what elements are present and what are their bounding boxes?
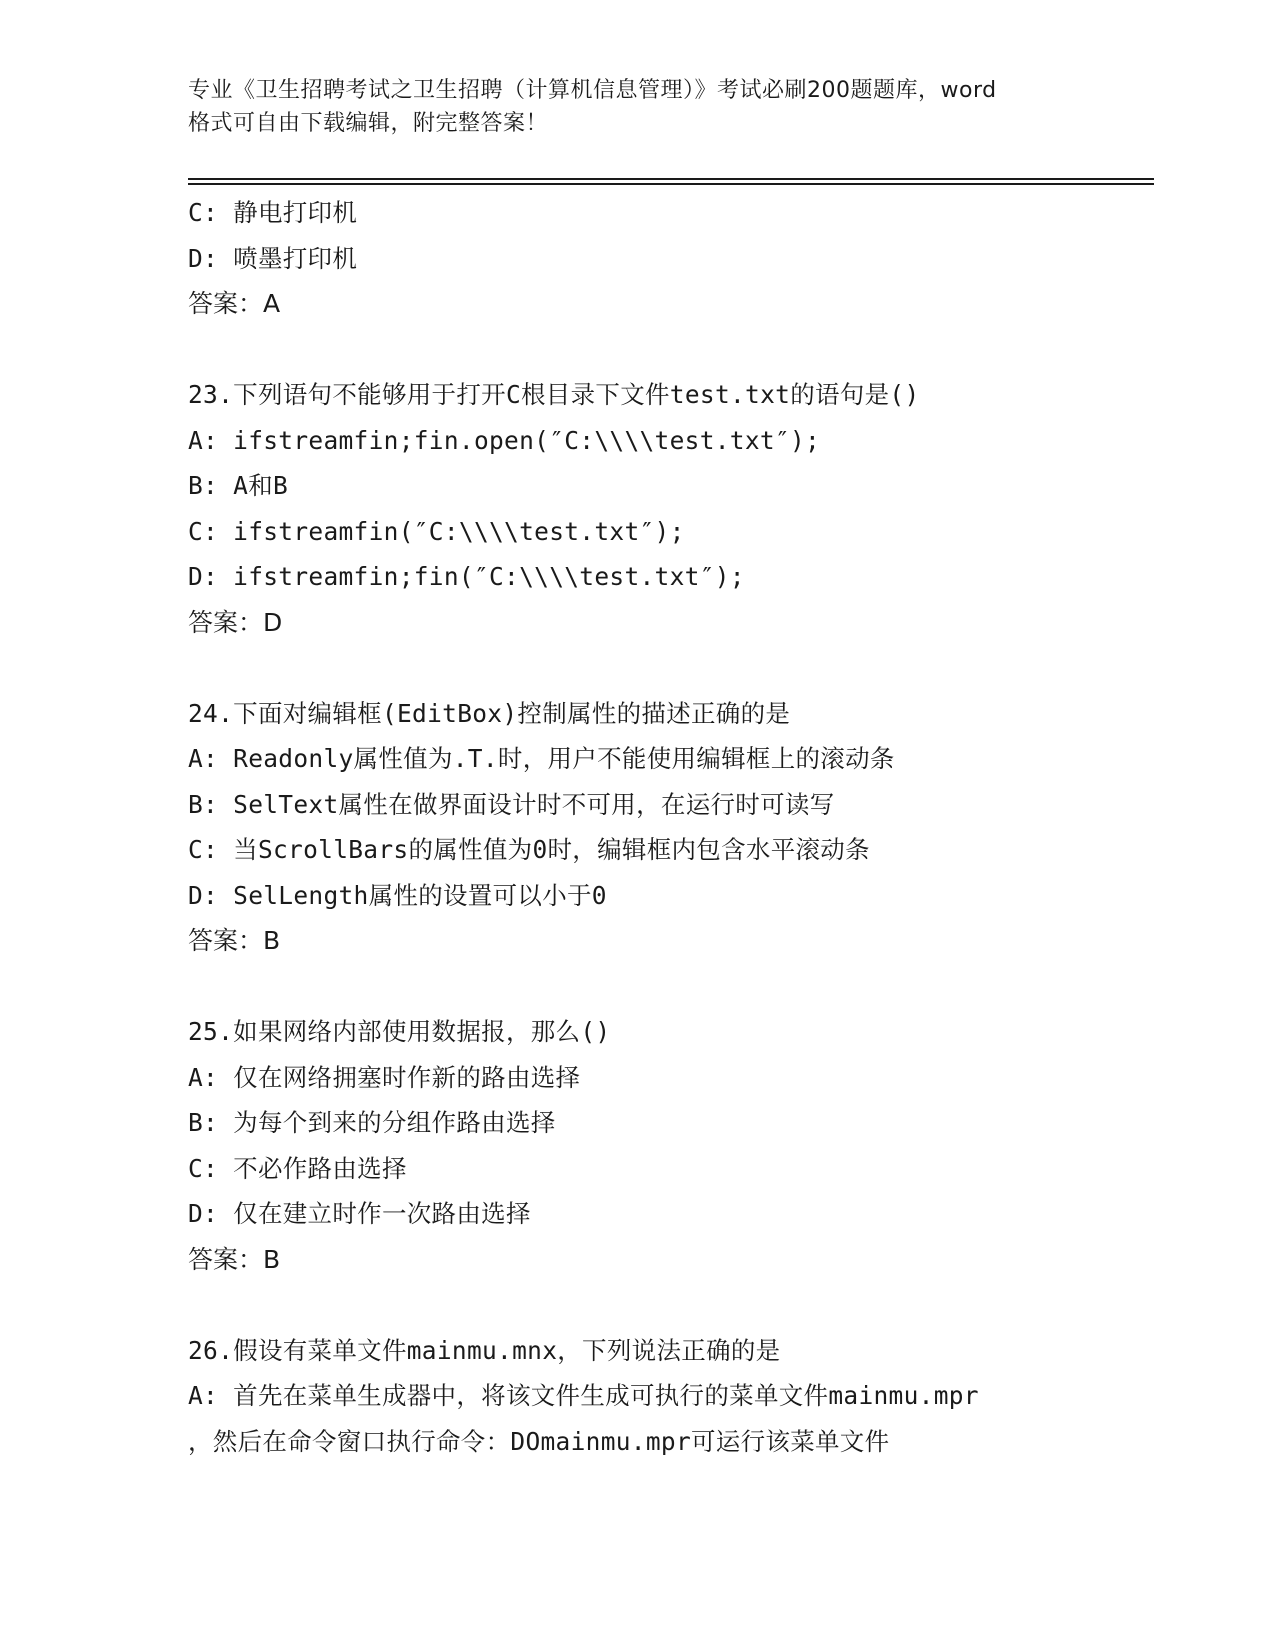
question-24-option-a: A: Readonly属性值为.T.时，用户不能使用编辑框上的滚动条 xyxy=(188,744,895,773)
question-24-option-c: C: 当ScrollBars的属性值为0时，编辑框内包含水平滚动条 xyxy=(188,835,870,864)
spacer xyxy=(188,1282,1168,1328)
question-25-option-d: D: 仅在建立时作一次路由选择 xyxy=(188,1199,531,1228)
header-divider-bottom xyxy=(188,183,1154,185)
question-26-option-a-line-2: ，然后在命令窗口执行命令：DOmainmu.mpr可运行该菜单文件 xyxy=(188,1426,890,1456)
question-25-option-c: C: 不必作路由选择 xyxy=(188,1153,407,1183)
question-25-option-a: A: 仅在网络拥塞时作新的路由选择 xyxy=(188,1062,581,1092)
question-23-answer: 答案：D xyxy=(188,607,283,637)
question-24-answer: 答案：B xyxy=(188,926,281,955)
question-25: 25.如果网络内部使用数据报，那么() xyxy=(188,1017,611,1046)
header-title-line-1: 专业《卫生招聘考试之卫生招聘（计算机信息管理）》考试必刷200题题库，word xyxy=(188,78,997,103)
question-23-option-c: C: ifstreamfin(″C:\\\\test.txt″); xyxy=(188,516,685,546)
header-title-line-2: 格式可自由下载编辑，附完整答案！ xyxy=(188,111,549,136)
question-26: 26.假设有菜单文件mainmu.mnx，下列说法正确的是 xyxy=(188,1335,781,1365)
question-24-option-d: D: SelLength属性的设置可以小于0 xyxy=(188,880,607,910)
spacer xyxy=(188,327,1168,373)
question-23-option-a: A: ifstreamfin;fin.open(″C:\\\\test.txt″); xyxy=(188,425,821,455)
question-23-option-b: B: A和B xyxy=(188,471,289,500)
option-c-prev: C: 静电打印机 xyxy=(188,198,358,227)
answer-prev: 答案：A xyxy=(188,289,281,318)
option-d-prev: D: 喷墨打印机 xyxy=(188,243,358,273)
page-header xyxy=(188,74,1088,140)
question-25-option-b: B: 为每个到来的分组作路由选择 xyxy=(188,1108,556,1137)
question-24-option-b: B: SelText属性在做界面设计时不可用，在运行时可读写 xyxy=(188,789,835,819)
question-24: 24.下面对编辑框(EditBox)控制属性的描述正确的是 xyxy=(188,698,791,728)
question-23-option-d: D: ifstreamfin;fin(″C:\\\\test.txt″); xyxy=(188,562,745,591)
question-23: 23.下列语句不能够用于打开C根目录下文件test.txt的语句是() xyxy=(188,380,920,409)
question-25-answer: 答案：B xyxy=(188,1244,281,1274)
header-divider-top xyxy=(188,178,1154,180)
spacer xyxy=(188,964,1168,1010)
spacer xyxy=(188,645,1168,691)
question-26-option-a-line-1: A: 首先在菜单生成器中，将该文件生成可执行的菜单文件mainmu.mpr xyxy=(188,1381,979,1410)
question-list xyxy=(188,190,1168,1464)
